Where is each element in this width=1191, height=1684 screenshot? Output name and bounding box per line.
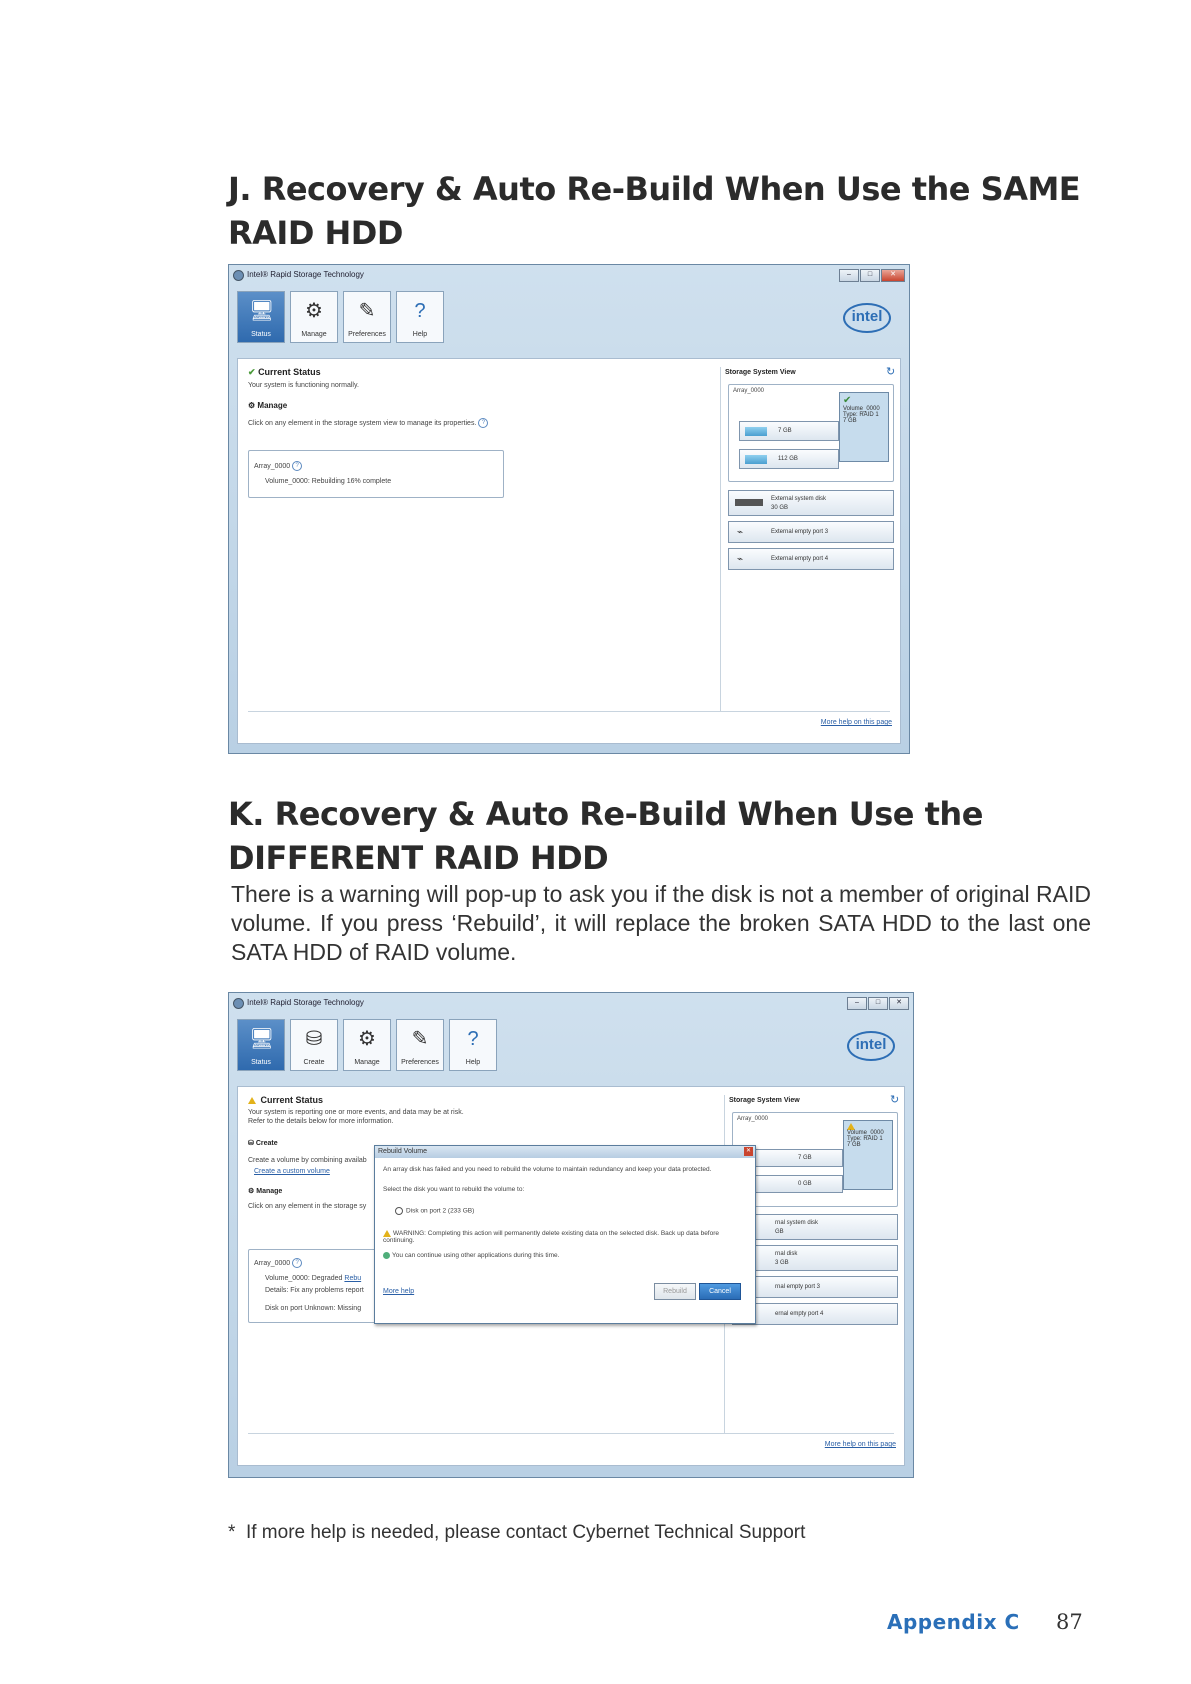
help-icon: ? <box>414 300 426 322</box>
radio-icon[interactable] <box>395 1207 403 1215</box>
status-text-2: Refer to the details below for more information. <box>248 1118 394 1125</box>
volume-box[interactable]: ✔ Volume_0000 Type: RAID 1 7 GB <box>839 392 889 462</box>
storage-system-view-title: Storage System View <box>725 369 796 376</box>
help-icon[interactable]: ? <box>478 418 488 428</box>
gear-icon: ⚙ <box>248 401 256 410</box>
toolbar-help-button[interactable]: ? Help <box>396 291 444 343</box>
status-text: Your system is functioning normally. <box>248 382 359 389</box>
toolbar-help-button[interactable]: ? Help <box>449 1019 497 1071</box>
toolbar-status-button[interactable]: 🖥 Status <box>237 1019 285 1071</box>
maximize-button[interactable]: □ <box>868 997 888 1010</box>
more-help-link[interactable]: More help on this page <box>824 1441 896 1448</box>
ssv-array-label: Array_0000 <box>733 388 765 394</box>
window-titlebar <box>229 265 909 285</box>
intel-logo: intel <box>847 1031 895 1061</box>
close-button[interactable]: ✕ <box>889 997 909 1010</box>
help-icon: ? <box>467 1028 479 1050</box>
gear-icon: ⚙ <box>305 300 323 322</box>
ssv-array-label: Array_0000 <box>737 1116 769 1122</box>
manage-title: ⚙ Manage <box>248 1188 283 1195</box>
main-panel <box>237 358 901 744</box>
dialog-more-help-link[interactable]: More help <box>383 1288 415 1295</box>
manage-text: Click on any element in the storage sy <box>248 1203 367 1210</box>
rst-window-screenshot-1 <box>228 264 910 754</box>
details-text: Details: Fix any problems report <box>265 1287 364 1294</box>
toolbar-preferences-button[interactable]: ✎ Preferences <box>396 1019 444 1071</box>
create-text: Create a volume by combining availab <box>248 1157 367 1164</box>
dialog-instruction: Select the disk you want to rebuild the volume to: <box>383 1186 525 1193</box>
main-panel <box>237 1086 905 1466</box>
info-icon <box>383 1252 390 1259</box>
rebuild-button[interactable]: Rebuild <box>654 1283 696 1300</box>
more-help-link[interactable]: More help on this page <box>820 719 892 726</box>
gear-icon: ⚙ <box>358 1028 376 1050</box>
disk-2[interactable]: 0 GB <box>743 1175 843 1193</box>
volume-status[interactable]: Volume_0000: Rebuilding 16% complete <box>265 478 392 485</box>
drive-icon <box>735 499 763 506</box>
array-details-box <box>248 450 504 498</box>
footnote-star: * <box>228 1522 236 1543</box>
port-icon: ⌁ <box>737 554 744 565</box>
cancel-button[interactable]: Cancel <box>699 1283 741 1300</box>
port-icon: ⌁ <box>737 527 744 538</box>
external-empty-port-4[interactable]: ernal empty port 4 <box>732 1303 898 1325</box>
intel-logo: intel <box>843 303 891 333</box>
volume-warning-icon <box>847 1123 889 1130</box>
dialog-titlebar <box>375 1146 755 1158</box>
disk-port-status: Disk on port Unknown: Missing <box>265 1305 362 1312</box>
manage-title: ⚙ Manage <box>248 401 288 410</box>
external-empty-port-4[interactable]: ⌁ External empty port 4 <box>728 548 894 570</box>
minimize-button[interactable]: – <box>847 997 867 1010</box>
toolbar-manage-button[interactable]: ⚙ Manage <box>290 291 338 343</box>
toolbar <box>237 291 444 343</box>
disk-1[interactable]: 7 GB <box>743 1149 843 1167</box>
external-empty-port-3[interactable]: rnal empty port 3 <box>732 1276 898 1298</box>
dialog-title: Rebuild Volume <box>378 1148 428 1155</box>
gear-icon: ⚙ <box>248 1188 255 1195</box>
window-titlebar <box>229 993 913 1013</box>
section-k-paragraph: There is a warning will pop-up to ask you if the disk is not a member of original RAID volume. If you press ‘Rebuild’, it will replace the broken SATA HDD to the last one SATA HDD of RAID volume. <box>231 881 1091 965</box>
maximize-button[interactable]: □ <box>860 269 880 282</box>
create-icon: ⛁ <box>305 1028 323 1050</box>
status-text-1: Your system is reporting one or more events, and data may be at risk. <box>248 1109 464 1116</box>
external-empty-port-3[interactable]: ⌁ External empty port 3 <box>728 521 894 543</box>
dialog-close-button[interactable]: ✕ <box>745 1148 752 1154</box>
external-system-disk[interactable]: External system disk 30 GB <box>728 490 894 516</box>
storage-system-view-title: Storage System View <box>729 1097 800 1104</box>
volume-ok-icon: ✔ <box>843 395 852 406</box>
create-title: ⛁ Create <box>248 1140 278 1147</box>
app-icon <box>233 270 244 281</box>
rebuild-volume-dialog <box>374 1145 756 1324</box>
dialog-info: You can continue using other applications during this time. <box>383 1252 559 1259</box>
footer-page-number: 87 <box>1056 1610 1083 1634</box>
footnote <box>228 1522 805 1544</box>
window-title: Intel® Rapid Storage Technology <box>247 270 364 279</box>
section-k-heading: K. Recovery & Auto Re-Build When Use the DIFFERENT RAID HDD <box>228 795 983 877</box>
external-system-disk[interactable]: rnal system disk GB <box>732 1214 898 1240</box>
refresh-icon[interactable]: ↻ <box>890 1094 900 1106</box>
manage-text: Click on any element in the storage system view to manage its properties. ? <box>248 418 488 428</box>
current-status-title: ✔ Current Status <box>248 367 321 377</box>
warning-icon <box>383 1230 391 1237</box>
toolbar-manage-button[interactable]: ⚙ Manage <box>343 1019 391 1071</box>
monitor-icon: 🖥 <box>249 1028 275 1050</box>
disk-option-radio[interactable]: Disk on port 2 (233 GB) <box>395 1207 474 1215</box>
minimize-button[interactable]: – <box>839 269 859 282</box>
preferences-icon: ✎ <box>358 300 376 322</box>
monitor-icon: 🖥 <box>249 300 275 322</box>
help-icon[interactable]: ? <box>292 461 302 471</box>
app-icon <box>233 998 244 1009</box>
help-icon[interactable]: ? <box>292 1258 302 1268</box>
status-check-icon: ✔ <box>248 367 256 377</box>
footer-appendix: Appendix C <box>887 1610 1020 1634</box>
create-custom-volume-link[interactable]: Create a custom volume <box>254 1168 330 1175</box>
external-disk[interactable]: rnal disk 3 GB <box>732 1245 898 1271</box>
footnote-text: If more help is needed, please contact Cybernet Technical Support <box>245 1522 806 1543</box>
preferences-icon: ✎ <box>411 1028 429 1050</box>
volume-box[interactable]: Volume_0000 Type: RAID 1 7 GB <box>843 1120 893 1190</box>
array-box[interactable] <box>728 384 894 482</box>
volume-status: Volume_0000: Degraded Rebu <box>265 1275 362 1282</box>
array-label[interactable]: Array_0000 ? <box>254 1258 302 1268</box>
refresh-icon[interactable]: ↻ <box>886 366 896 378</box>
create-icon: ⛁ <box>248 1140 254 1147</box>
array-label[interactable]: Array_0000 ? <box>254 461 302 471</box>
array-box[interactable] <box>732 1112 898 1207</box>
close-button[interactable]: ✕ <box>881 269 905 282</box>
current-status-title: Current Status <box>248 1095 568 1105</box>
warning-icon <box>248 1097 256 1104</box>
section-j-heading: J. Recovery & Auto Re-Build When Use the SAME RAID HDD <box>228 170 1081 252</box>
dialog-warning: WARNING: Completing this action will permanently delete existing data on the selected disk. Back up data before continuing. <box>383 1230 720 1245</box>
toolbar-status-button[interactable]: 🖥 Status <box>237 291 285 343</box>
dialog-message: An array disk has failed and you need to rebuild the volume to maintain redundancy and keep your data protected. <box>383 1166 712 1173</box>
rebuild-link[interactable]: Rebu <box>344 1275 362 1282</box>
toolbar <box>237 1019 497 1071</box>
rst-window-screenshot-2 <box>228 992 914 1478</box>
window-title: Intel® Rapid Storage Technology <box>247 998 364 1007</box>
disk-2[interactable]: 112 GB <box>739 449 839 469</box>
toolbar-create-button[interactable]: ⛁ Create <box>290 1019 338 1071</box>
disk-1[interactable]: 7 GB <box>739 421 839 441</box>
toolbar-preferences-button[interactable]: ✎ Preferences <box>343 291 391 343</box>
